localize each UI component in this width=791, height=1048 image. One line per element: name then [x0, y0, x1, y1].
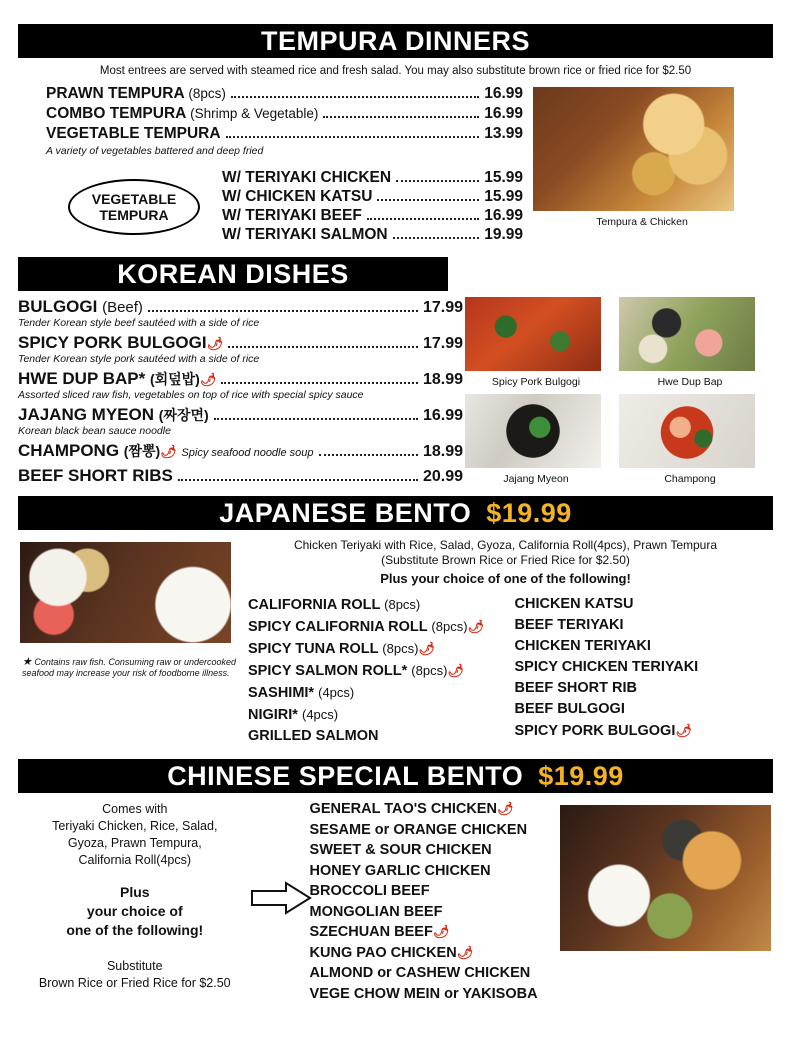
item-name: W/ TERIYAKI CHICKEN: [222, 169, 392, 186]
menu-item: [310, 984, 558, 1005]
choice-item: [515, 699, 764, 720]
item-price: 17.99: [422, 299, 463, 316]
bento-desc-line-1: Chicken Teriyaki with Rice, Salad, Gyoza, California Roll(4pcs), Prawn Tempura: [293, 538, 718, 552]
arrow-block: [252, 793, 310, 1004]
menu-item: [18, 441, 463, 461]
leader-dots: [323, 116, 479, 118]
menu-item: [310, 861, 558, 882]
korean-photo-cell: [463, 295, 609, 388]
item-price: 18.99: [422, 443, 463, 460]
item-price: 16.99: [484, 207, 523, 224]
menu-item: [222, 226, 523, 244]
choice-item: [248, 594, 497, 616]
bento-choice-columns: [248, 594, 763, 747]
choice-name: GRILLED SALMON: [248, 728, 379, 744]
substitute-line-2: Brown Rice or Fried Rice for $2.50: [38, 976, 231, 990]
photo-caption: Tempura & Chicken: [596, 216, 688, 228]
plus-line-3: one of the following!: [66, 922, 204, 938]
choice-name: CHICKEN TERIYAKI: [514, 638, 651, 654]
menu-item: [46, 125, 523, 143]
chili-icon: 🌶: [418, 641, 435, 656]
chili-icon: 🌶: [675, 723, 692, 738]
choice-name: SPICY SALMON ROLL*: [248, 663, 408, 679]
choice-name: SASHIMI*: [248, 685, 315, 701]
vegetable-tempura-combo-block: [46, 169, 523, 245]
korean-photo-cell: [617, 392, 763, 485]
choice-item: [515, 720, 764, 742]
choice-item: [515, 657, 764, 678]
tempura-note: Most entrees are served with steamed rice and fresh salad. You may also substitute brown rice or fried rice for $2.50: [99, 65, 692, 77]
item-description: Assorted sliced raw fish, vegetables on top of rice with special spicy sauce: [18, 389, 364, 401]
leader-dots: [214, 418, 418, 420]
korean-photo-grid: [463, 291, 763, 486]
section-price-japanese-bento: $19.99: [486, 498, 572, 528]
tempura-body: [18, 83, 773, 245]
item-name: GENERAL TAO'S CHICKEN: [309, 801, 497, 817]
item-name: MONGOLIAN BEEF: [309, 903, 443, 920]
choice-item: [515, 678, 764, 699]
chinese-bento-photo: [558, 803, 773, 953]
includes-line-4: California Roll(4pcs): [78, 853, 192, 867]
item-name: COMBO TEMPURA: [46, 105, 186, 122]
leader-dots: [228, 346, 418, 348]
menu-item: [46, 85, 523, 103]
includes-line-1: Comes with: [102, 802, 168, 816]
choice-pcs: (8pcs): [411, 663, 448, 678]
arrow-right-icon: [250, 881, 312, 915]
leader-dots: [393, 237, 480, 239]
item-name: W/ TERIYAKI SALMON: [222, 226, 388, 243]
chili-icon: 🌶: [206, 336, 224, 351]
item-korean: (회덮밥): [149, 371, 200, 387]
choice-item: [248, 704, 497, 726]
choice-item: [515, 615, 764, 636]
item-price: 19.99: [484, 226, 523, 243]
chili-icon: 🌶: [447, 663, 464, 678]
item-name: PRAWN TEMPURA: [46, 85, 185, 102]
item-alt: (Beef): [102, 299, 143, 316]
section-title-japanese-bento: JAPANESE BENTO: [219, 498, 472, 528]
choice-name: BEEF BULGOGI: [514, 701, 625, 717]
menu-page: [0, 24, 791, 1048]
item-name: ALMOND or CASHEW CHICKEN: [309, 965, 531, 981]
section-title-korean: KOREAN DISHES: [117, 259, 349, 289]
hwe-dup-bap-photo: [617, 295, 757, 373]
leader-dots: [226, 136, 480, 138]
item-price: 15.99: [484, 169, 523, 186]
bento-plus-line: Plus your choice of one of the following!: [380, 571, 631, 586]
section-header-korean: [18, 257, 448, 291]
menu-item: [222, 207, 523, 225]
bento-disclaimer: [18, 657, 248, 679]
bento-photo-block: [18, 530, 248, 747]
item-name: KUNG PAO CHICKEN: [309, 944, 457, 961]
item-inline-description: Spicy seafood noodle soup: [181, 447, 314, 459]
chili-icon: 🌶: [432, 924, 450, 939]
photo-caption: Champong: [664, 473, 716, 485]
menu-item: [310, 799, 558, 820]
korean-body: [18, 291, 773, 486]
choice-name: CALIFORNIA ROLL: [248, 597, 381, 613]
japanese-bento-photo: [18, 540, 233, 645]
photo-caption: Hwe Dup Bap: [657, 376, 723, 388]
item-name: W/ TERIYAKI BEEF: [222, 207, 362, 224]
vegetable-tempura-badge: [68, 179, 200, 235]
jajang-myeon-photo: [463, 392, 603, 470]
item-name: BEEF SHORT RIBS: [18, 466, 173, 485]
leader-dots: [221, 382, 418, 384]
choice-pcs: (4pcs): [318, 685, 355, 700]
leader-dots: [396, 180, 479, 182]
section-title-tempura: TEMPURA DINNERS: [260, 26, 530, 56]
menu-item: [18, 297, 463, 317]
photo-caption: Jajang Myeon: [503, 473, 569, 485]
asterisk-icon: ★: [22, 656, 32, 668]
tempura-item-list: [18, 83, 523, 245]
korean-item-list: [18, 291, 463, 486]
choice-pcs: (4pcs): [301, 707, 339, 722]
badge-line-1: VEGETABLE: [91, 191, 177, 207]
bento-choices-right: [515, 594, 764, 747]
item-description: Tender Korean style pork sautéed with a side of rice: [18, 353, 260, 365]
choice-name: SPICY CALIFORNIA ROLL: [248, 619, 428, 635]
chinese-item-list: [310, 793, 558, 1004]
item-price: 16.99: [484, 105, 523, 122]
champong-photo: [617, 392, 757, 470]
bento-choices-block: [248, 530, 773, 747]
leader-dots: [178, 479, 418, 481]
menu-item: [310, 922, 558, 943]
item-price: 16.99: [422, 407, 463, 424]
choice-name: BEEF TERIYAKI: [514, 617, 624, 633]
korean-photo-cell: [617, 295, 763, 388]
chili-icon: 🌶: [456, 944, 474, 960]
item-price: 17.99: [422, 335, 463, 352]
item-name: HONEY GARLIC CHICKEN: [309, 862, 491, 879]
choice-name: BEEF SHORT RIB: [514, 680, 637, 696]
leader-dots: [367, 218, 479, 220]
spicy-pork-bulgogi-photo: [463, 295, 603, 373]
item-price: 18.99: [422, 371, 463, 388]
item-name: VEGETABLE TEMPURA: [46, 125, 221, 142]
item-name: SPICY PORK BULGOGI: [18, 333, 207, 352]
choice-item: [248, 660, 497, 682]
menu-item: [310, 943, 558, 964]
menu-item: [46, 105, 523, 123]
leader-dots: [319, 454, 418, 456]
choice-item: [515, 594, 764, 615]
tempura-veg-note: A variety of vegetables battered and deep fried: [46, 145, 264, 157]
menu-item: [310, 840, 558, 861]
menu-item: [18, 333, 463, 353]
item-korean: (짬뽕): [123, 443, 161, 459]
korean-header-row: [18, 257, 773, 291]
section-header-tempura: [18, 24, 773, 58]
plus-label: Plus: [119, 884, 150, 900]
menu-item: [310, 963, 558, 984]
chili-icon: 🌶: [199, 372, 217, 387]
menu-item: [222, 188, 523, 206]
leader-dots: [231, 96, 479, 98]
chili-icon: 🌶: [496, 801, 514, 816]
menu-item: [18, 466, 463, 486]
bento-desc-line-2: (Substitute Brown Rice or Fried Rice for $2.50): [381, 553, 630, 567]
menu-item: [222, 169, 523, 187]
chinese-includes-block: [18, 793, 252, 1004]
substitute-line-1: Substitute: [106, 959, 163, 973]
section-price-chinese-bento: $19.99: [538, 761, 624, 791]
choice-pcs: (8pcs): [431, 619, 468, 634]
chinese-photo-block: [558, 793, 773, 1004]
badge-line-2: TEMPURA: [99, 207, 169, 223]
item-name: VEGE CHOW MEIN or YAKISOBA: [309, 985, 538, 1002]
bento-choices-left: [248, 594, 497, 747]
choice-name: SPICY CHICKEN TERIYAKI: [514, 659, 699, 675]
photo-caption: Spicy Pork Bulgogi: [491, 376, 581, 388]
tempura-photo-block: [523, 83, 753, 245]
chinese-body: [18, 793, 773, 1004]
item-name: BROCCOLI BEEF: [309, 883, 430, 899]
item-name: SZECHUAN BEEF: [309, 924, 433, 940]
item-korean: (짜장면): [158, 407, 209, 423]
choice-item: [248, 682, 497, 704]
menu-item: [310, 902, 558, 923]
menu-item: [18, 369, 463, 389]
menu-item: [310, 820, 558, 841]
item-qty: (Shrimp & Vegetable): [190, 106, 319, 121]
choice-item: [248, 638, 497, 660]
section-title-chinese-bento: CHINESE SPECIAL BENTO: [167, 761, 524, 791]
chili-icon: 🌶: [467, 619, 485, 634]
item-name: BULGOGI: [18, 297, 98, 316]
item-name: CHAMPONG: [18, 441, 120, 460]
section-header-japanese-bento: [18, 496, 773, 530]
bento-body: [18, 530, 773, 747]
choice-item: [248, 726, 497, 747]
item-price: 16.99: [484, 85, 523, 102]
choice-pcs: (8pcs): [384, 597, 421, 612]
tempura-chicken-photo: [531, 85, 736, 213]
choice-name: NIGIRI*: [248, 707, 298, 723]
item-price: 13.99: [484, 125, 523, 142]
menu-item: [310, 881, 558, 902]
disclaimer-text: Contains raw fish. Consuming raw or undercooked seafood may increase your risk of foodborne illness.: [22, 657, 236, 678]
item-name: JAJANG MYEON: [18, 405, 155, 424]
menu-item: [18, 405, 463, 425]
item-price: 15.99: [484, 188, 523, 205]
includes-line-3: Gyoza, Prawn Tempura,: [67, 836, 202, 850]
item-qty: (8pcs): [188, 86, 226, 101]
item-name: SWEET & SOUR CHICKEN: [309, 842, 492, 858]
choice-pcs: (8pcs): [382, 641, 419, 656]
item-description: Tender Korean style beef sautéed with a side of rice: [18, 317, 260, 329]
leader-dots: [377, 199, 479, 201]
item-name: W/ CHICKEN KATSU: [222, 188, 373, 205]
item-description: Korean black bean sauce noodle: [18, 425, 171, 437]
choice-name: SPICY PORK BULGOGI: [514, 723, 676, 739]
choice-name: CHICKEN KATSU: [514, 596, 634, 612]
section-header-chinese-bento: [18, 759, 773, 793]
choice-item: [515, 636, 764, 657]
item-name: SESAME or ORANGE CHICKEN: [309, 821, 528, 838]
includes-line-2: Teriyaki Chicken, Rice, Salad,: [52, 819, 218, 833]
plus-line-2: your choice of: [86, 903, 183, 919]
item-name: HWE DUP BAP*: [18, 369, 146, 388]
item-price: 20.99: [422, 468, 463, 485]
leader-dots: [148, 310, 418, 312]
chili-icon: 🌶: [160, 444, 177, 459]
combo-list: [222, 169, 523, 245]
choice-item: [248, 616, 497, 638]
korean-photo-cell: [463, 392, 609, 485]
choice-name: SPICY TUNA ROLL: [248, 641, 379, 657]
